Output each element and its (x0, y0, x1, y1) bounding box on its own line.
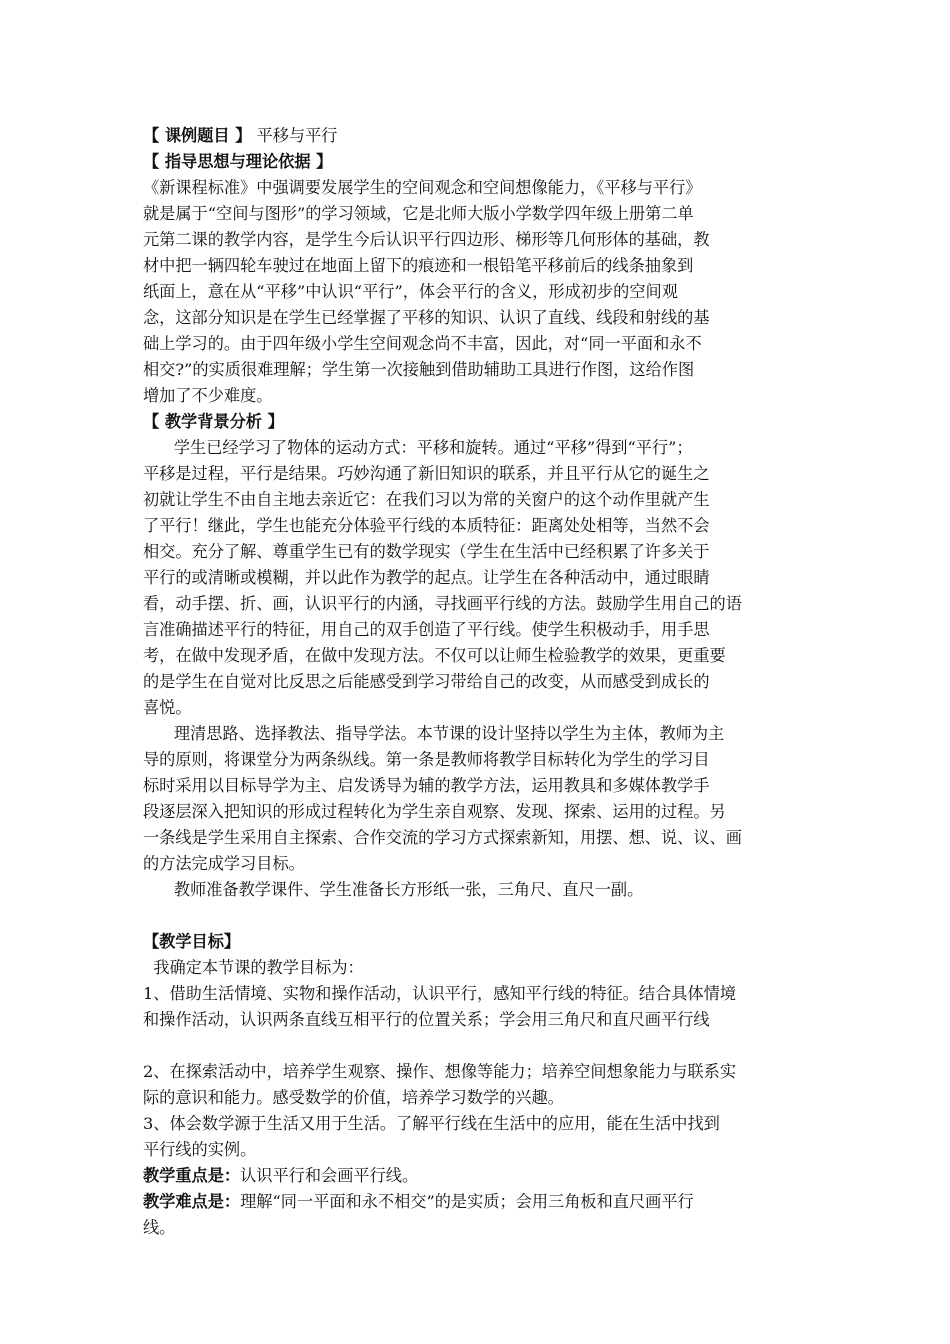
paragraph-line: 相交?”的实质很难理解；学生第一次接触到借助辅助工具进行作图，这给作图 (143, 360, 695, 379)
guiding-section-heading (143, 149, 811, 175)
paragraph-line: 2、在探索活动中，培养学生观察、操作、想像等能力；培养空间想象能力与联系实 (143, 1062, 737, 1081)
background-paragraph-2 (143, 721, 811, 877)
paragraph-line: 看，动手摆、折、画，认识平行的内涵，寻找画平行线的方法。鼓励学生用自己的语 (143, 594, 742, 613)
difficulty-text: 理解“同一平面和永不相交”的是实质；会用三角板和直尺画平行 (240, 1192, 694, 1211)
paragraph-line: 1、借助生活情境、实物和操作活动，认识平行，感知平行线的特征。结合具体情境 (143, 984, 737, 1003)
difficulty-label: 教学难点是： (143, 1192, 241, 1211)
key-point-text: 认识平行和会画平行线。 (240, 1166, 419, 1185)
paragraph-line: 际的意识和能力。感受数学的价值，培养学习数学的兴趣。 (143, 1088, 564, 1107)
objectives-intro: 我确定本节课的教学目标为： (143, 958, 364, 977)
paragraph-line: 的是学生在自觉对比反思之后能感受到学习带给自己的改变，从而感受到成长的 (143, 672, 710, 691)
background-paragraph-3: 教师准备教学课件、学生准备长方形纸一张，三角尺、直尺一副。 (143, 880, 644, 899)
paragraph-line: 平行线的实例。 (143, 1140, 257, 1159)
paragraph-line: 础上学习的。由于四年级小学生空间观念尚不丰富，因此，对“同一平面和永不 (143, 334, 702, 353)
objectives-section-heading-label: 【教学目标】 (143, 932, 241, 951)
paragraph-line: 段逐层深入把知识的形成过程转化为学生亲自观察、发现、探索、运用的过程。另 (143, 802, 726, 821)
paragraph-line: 纸面上，意在从“平移”中认识“平行”，体会平行的含义，形成初步的空间观 (143, 282, 678, 301)
paragraph-line: 学生已经学习了物体的运动方式：平移和旋转。通过“平移”得到“平行”； (143, 438, 693, 457)
guiding-section-heading-label: 【 指导思想与理论依据 】 (143, 152, 333, 171)
lesson-title-text: 平移与平行 (256, 126, 338, 145)
paragraph-line: 相交。充分了解、尊重学生已有的数学现实（学生在生活中已经积累了许多关于 (143, 542, 710, 561)
background-paragraph-1 (143, 435, 811, 721)
objective-item-3 (143, 1111, 811, 1163)
paragraph-line: 念，这部分知识是在学生已经掌握了平移的知识、认识了直线、线段和射线的基 (143, 308, 710, 327)
objective-item-2 (143, 1059, 811, 1111)
difficulty-block (143, 1189, 811, 1241)
guiding-section-paragraph (143, 175, 811, 409)
lesson-title-heading (143, 123, 811, 149)
paragraph-line: 理清思路、选择教法、指导学法。本节课的设计坚持以学生为主体，教师为主 (143, 724, 725, 743)
paragraph-line: 材中把一辆四轮车驶过在地面上留下的痕迹和一根铅笔平移前后的线条抽象到 (143, 256, 694, 275)
paragraph-line: 的方法完成学习目标。 (143, 854, 305, 873)
paragraph-line: 和操作活动，认识两条直线互相平行的位置关系；学会用三角尺和直尺画平行线 (143, 1010, 710, 1029)
document-body (143, 123, 811, 1241)
paragraph-line: 《新课程标准》中强调要发展学生的空间观念和空间想像能力，《平移与平行》 (143, 178, 702, 197)
paragraph-line: 3、体会数学源于生活又用于生活。了解平行线在生活中的应用，能在生活中找到 (143, 1114, 720, 1133)
objective-item-1 (143, 981, 811, 1033)
paragraph-line: 增加了不少难度。 (143, 386, 273, 405)
paragraph-line: 考，在做中发现矛盾，在做中发现方法。不仅可以让师生检验教学的效果，更重要 (143, 646, 726, 665)
blank-line (143, 1033, 811, 1059)
paragraph-line: 喜悦。 (143, 698, 192, 717)
paragraph-line: 平移是过程，平行是结果。巧妙沟通了新旧知识的联系，并且平行从它的诞生之 (143, 464, 710, 483)
difficulty-line (143, 1189, 811, 1215)
paragraph-line: 初就让学生不由自主地去亲近它：在我们习以为常的关窗户的这个动作里就产生 (143, 490, 710, 509)
paragraph-line: 导的原则，将课堂分为两条纵线。第一条是教师将教学目标转化为学生的学习目 (143, 750, 710, 769)
paragraph-line: 线。 (143, 1218, 176, 1237)
key-point-line (143, 1163, 811, 1189)
paragraph-line: 了平行！继此，学生也能充分体验平行线的本质特征：距离处处相等，当然不会 (143, 516, 710, 535)
paragraph-line: 言准确描述平行的特征，用自己的双手创造了平行线。使学生积极动手，用手思 (143, 620, 710, 639)
paragraph-line: 就是属于“空间与图形”的学习领域，它是北师大版小学数学四年级上册第二单 (143, 204, 694, 223)
paragraph-line: 一条线是学生采用自主探索、合作交流的学习方式探索新知，用摆、想、说、议、画 (143, 828, 742, 847)
background-section-heading (143, 409, 811, 435)
paragraph-line: 标时采用以目标导学为主、启发诱导为辅的教学方法，运用教具和多媒体教学手 (143, 776, 710, 795)
paragraph-line: 元第二课的教学内容，是学生今后认识平行四边形、梯形等几何形体的基础，教 (143, 230, 710, 249)
blank-line (143, 903, 811, 929)
background-section-heading-label: 【 教学背景分析 】 (143, 412, 284, 431)
paragraph-line: 平行的或清晰或模糊，并以此作为教学的起点。让学生在各种活动中，通过眼睛 (143, 568, 710, 587)
objectives-section-heading (143, 929, 811, 955)
key-point-label: 教学重点是： (143, 1166, 241, 1185)
lesson-title-label: 【 课例题目 】 (143, 126, 252, 145)
